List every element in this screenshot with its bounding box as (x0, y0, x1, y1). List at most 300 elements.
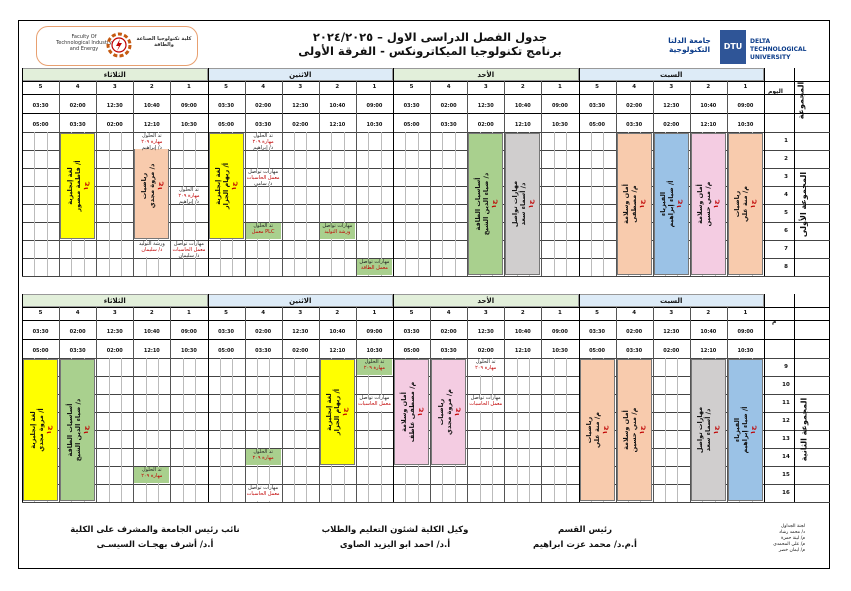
course-instructor: د/ ضياء الدين الشيخ (481, 172, 490, 236)
lab-line: د/ سليمان (178, 253, 200, 259)
g1-slot-number: 2 (520, 84, 525, 90)
g2-row-col-divider (794, 294, 795, 502)
lab-line: معمل الحاسبات (246, 491, 280, 497)
g1-row-col-divider (794, 68, 795, 276)
course-name: أمان وسلامة (399, 392, 408, 432)
g2-course-block[interactable] (23, 359, 58, 501)
g2-time-end: 03:30 (255, 348, 272, 354)
g2-slot-number: 2 (335, 310, 340, 316)
g1-slot-number: 3 (112, 84, 117, 90)
lab-line: ورشة التوليد (138, 241, 165, 247)
lab-line: معمل الحاسبات (357, 401, 391, 407)
course-room: ح١ (749, 199, 758, 209)
g1-time-start: 03:30 (589, 103, 605, 109)
g1-time-start: 10:40 (329, 103, 346, 109)
course-room: ح١ (341, 407, 350, 417)
g1-time-start: 03:30 (403, 103, 420, 109)
g1-time-end: 12:10 (514, 122, 531, 128)
g2-time-start: 03:30 (32, 329, 49, 335)
g1-slot-number: 4 (632, 84, 637, 90)
g1-cell-divider (566, 132, 567, 276)
dtu-mark: DTU (720, 30, 746, 64)
course-room: ح١ (638, 199, 647, 209)
g2-time-end: 03:30 (69, 348, 86, 354)
g1-course-block[interactable] (468, 133, 503, 275)
g1-time-start: 02:00 (69, 103, 86, 109)
g2-time-end: 12:10 (329, 348, 346, 354)
g1-course-label (66, 160, 90, 211)
g1-cell-divider (269, 132, 270, 276)
g2-course-label (400, 382, 424, 442)
g2-slot-number: 4 (75, 310, 80, 316)
g1-header-rule (22, 81, 830, 82)
g2-course-block[interactable] (394, 359, 429, 465)
g2-time-end: 03:30 (440, 348, 457, 354)
course-name: لغة إنجليزية (214, 167, 223, 205)
g1-cell-divider (603, 132, 604, 276)
g2-lab-session[interactable] (357, 395, 392, 411)
lab-line: مهارات تواصل (470, 395, 501, 401)
g2-lab-session[interactable] (357, 359, 392, 375)
g2-slot-number: 4 (632, 310, 637, 316)
g2-lab-session[interactable] (134, 467, 169, 483)
g1-time-end: 05:00 (32, 122, 49, 128)
g2-time-end: 10:30 (551, 348, 568, 354)
g2-course-label (696, 407, 720, 453)
g2-course-label (437, 389, 461, 435)
g2-cell-divider (220, 358, 221, 502)
g2-cell-divider (665, 358, 666, 502)
department-head-title: رئيس القسم (557, 525, 613, 535)
lab-line: تد الحلول (364, 359, 385, 365)
g1-time-end: 10:30 (551, 122, 568, 128)
g1-time-end: 03:30 (440, 122, 457, 128)
department-head-name: أ.م.د/ محمد عزت ابراهيم (533, 540, 637, 550)
g2-slot-number: 3 (112, 310, 117, 316)
course-room: ح١ (230, 181, 239, 191)
g1-cell-divider (405, 132, 406, 276)
g1-time-end: 05:00 (589, 122, 605, 128)
g1-row-rule (22, 276, 830, 277)
course-instructor: د/ أسماء سعد (518, 182, 527, 226)
lab-line: مهارة ٢٠٩ (252, 455, 274, 461)
g1-time-end: 10:30 (366, 122, 383, 128)
g2-time-start: 12:30 (292, 329, 309, 335)
g2-cell-divider (109, 358, 110, 502)
g2-time-end: 10:30 (180, 348, 197, 354)
g1-time-start: 02:00 (440, 103, 457, 109)
faculty-logo-ar: كلية تكنولوجيا الصناعة والطاقة (136, 36, 192, 48)
lab-line: د/ سليمان (141, 247, 163, 253)
g1-lab-session[interactable] (320, 223, 355, 239)
g2-row-number: 11 (782, 400, 790, 406)
course-room: ح١ (749, 425, 758, 435)
lab-line: مهارات تواصل (173, 241, 204, 247)
lab-line: مهارات تواصل (248, 169, 279, 175)
course-name: أمان وسلامة (622, 410, 631, 450)
course-name: لغة إنجليزية (325, 393, 334, 431)
g2-time-start: 12:30 (106, 329, 123, 335)
g2-time-start: 03:30 (589, 329, 605, 335)
g2-time-start: 02:00 (69, 329, 86, 335)
course-name: مهارات تواصل (696, 406, 705, 454)
g1-time-end: 02:00 (106, 122, 123, 128)
g2-cell-divider (294, 358, 295, 502)
g1-time-end: 05:00 (218, 122, 234, 128)
g2-course-block[interactable] (617, 359, 652, 501)
lab-line: د/ إبراهيم (141, 145, 162, 151)
lab-line: تد الحلول (253, 223, 273, 229)
g1-row-number: 4 (784, 192, 788, 198)
course-name: رياضيات (139, 172, 148, 200)
g2-row-number: 16 (782, 490, 790, 496)
g1-lab-session[interactable] (134, 133, 169, 149)
g2-slot-divider (282, 307, 283, 502)
course-instructor: أ/ ضياء إبراهيم (667, 180, 676, 228)
g2-course-label (325, 389, 349, 435)
g1-course-block[interactable] (654, 133, 689, 275)
g2-day-divider (764, 294, 765, 502)
g1-lab-session[interactable] (357, 259, 392, 275)
g2-time-start: 10:40 (143, 329, 160, 335)
g1-course-block[interactable] (617, 133, 652, 275)
gear-icon (105, 31, 133, 59)
g2-slot-number: 3 (298, 310, 303, 316)
g2-slot-number: 5 (409, 310, 414, 316)
g1-time-end: 12:10 (329, 122, 346, 128)
g1-course-label (474, 173, 498, 236)
course-room: ح١ (155, 181, 164, 191)
committee-line: م/ علي المحمدي (773, 542, 805, 547)
g2-time-end: 12:10 (700, 348, 717, 354)
g2-header-rule (22, 307, 830, 308)
g1-cell-divider (34, 132, 35, 276)
g1-slot-number: 4 (75, 84, 80, 90)
g1-course-block[interactable] (728, 133, 763, 275)
g2-time-start: 02:00 (626, 329, 643, 335)
course-instructor: د/ ضياء الدين الشيخ (73, 398, 82, 462)
g2-course-block[interactable] (431, 359, 466, 465)
g2-slot-number: 4 (446, 310, 451, 316)
g1-time-start: 02:00 (255, 103, 272, 109)
g1-cell-divider (331, 132, 332, 276)
g2-cell-divider (381, 358, 382, 502)
g2-day-header: الأحد (393, 294, 579, 307)
g2-course-block[interactable] (691, 359, 726, 501)
course-room: ح١ (601, 425, 610, 435)
course-name: رياضيات (436, 398, 445, 426)
g1-row-number: 3 (784, 174, 788, 180)
lab-line: مهارات تواصل (359, 395, 390, 401)
g1-course-block[interactable] (691, 133, 726, 275)
g2-slot-number: 1 (372, 310, 377, 316)
g2-slot-number: 2 (520, 310, 525, 316)
committee-line: م/ ايمان خضر (778, 548, 805, 553)
group-one-label: المجموعة الأولى (799, 171, 809, 238)
lab-line: مهارات تواصل (359, 259, 390, 265)
g2-slot-divider (653, 307, 654, 502)
g1-time-end: 02:00 (292, 122, 309, 128)
g1-course-block[interactable] (505, 133, 540, 275)
g1-slot-number: 5 (409, 84, 414, 90)
vice-dean-name: أ.د/ احمد ابو اليزيد الصاوى (339, 540, 451, 550)
g2-day-divider (208, 294, 209, 502)
g2-course-label (29, 408, 53, 452)
g1-course-block[interactable] (60, 133, 95, 239)
g1-slot-number: 5 (595, 84, 599, 90)
g1-time-start: 03:30 (218, 103, 234, 109)
g2-time-start: 09:00 (180, 329, 197, 335)
course-instructor: م/ منة علي (741, 186, 750, 222)
program-title: برنامج تكنولوجيا الميكاترونكس - الفرقة الأولى (298, 44, 562, 58)
g2-slot-divider (96, 307, 97, 502)
course-room: ح١ (452, 407, 461, 417)
g1-day-header: الأحد (393, 68, 579, 81)
g1-slot-number: 3 (483, 84, 488, 90)
g2-lab-session[interactable] (246, 485, 281, 501)
university-name-ar: جامعة الدلتا التكنولوجية (668, 36, 711, 54)
g1-lab-session[interactable] (246, 169, 281, 185)
g2-slot-number: 2 (149, 310, 154, 316)
university-name-en: DELTA TECHNOLOGICAL UNIVERSITY (750, 38, 807, 61)
schedule-committee (715, 524, 805, 554)
g1-slot-number: 5 (224, 84, 228, 90)
g1-cell-divider (591, 132, 592, 276)
lab-line: معمل PLC (251, 229, 275, 235)
lab-line: ورشة التوليد (324, 229, 351, 235)
g2-cell-divider (566, 358, 567, 502)
g1-day-header: السبت (579, 68, 765, 81)
g1-row-number: 8 (784, 264, 788, 270)
g2-slot-number: 5 (595, 310, 599, 316)
g2-row-number: 9 (784, 364, 788, 370)
g2-cell-divider (492, 358, 493, 502)
g2-row-number: 13 (782, 436, 790, 442)
g1-time-start: 10:40 (514, 103, 531, 109)
course-room: ح١ (526, 199, 535, 209)
g1-time-start: 09:00 (180, 103, 197, 109)
committee-line: م/ لينة حمزة (781, 536, 805, 541)
g2-cell-divider (121, 358, 122, 502)
g1-course-label (511, 181, 535, 227)
g2-slot-number: 2 (706, 310, 711, 316)
g2-cell-divider (232, 358, 233, 502)
g1-lab-session[interactable] (134, 241, 169, 257)
g1-cell-divider (455, 132, 456, 276)
g2-lab-session[interactable] (246, 449, 281, 465)
course-name: مهارات تواصل (510, 180, 519, 228)
course-instructor: أ/ ريهام الجزار (222, 162, 231, 210)
g1-cell-divider (257, 132, 258, 276)
g1-slot-number: 2 (335, 84, 340, 90)
g1-time-end: 05:00 (403, 122, 420, 128)
g2-time-end: 10:30 (366, 348, 383, 354)
g1-day-divider (22, 68, 23, 276)
g2-time-start: 10:40 (329, 329, 346, 335)
g2-slot-number: 4 (261, 310, 266, 316)
course-instructor: م/ مصطفى عاطف (407, 381, 416, 443)
g2-day-header: الثلاثاء (22, 294, 208, 307)
g1-time-start: 12:30 (663, 103, 680, 109)
g1-day-header: الثلاثاء (22, 68, 208, 81)
g1-time-end: 02:00 (663, 122, 680, 128)
course-instructor: أ/ ضياء إبراهيم (741, 406, 750, 454)
lab-line: د/ سامي (254, 181, 273, 187)
faculty-logo (36, 26, 198, 66)
g1-day-divider (764, 68, 765, 276)
g2-row-number: 12 (782, 418, 790, 424)
g2-time-start: 09:00 (366, 329, 383, 335)
g1-slot-number: 1 (372, 84, 377, 90)
g2-time-end: 05:00 (32, 348, 49, 354)
g1-row-number: 6 (784, 228, 788, 234)
g1-lab-session[interactable] (246, 133, 281, 149)
lab-line: تد الحلول (142, 467, 162, 473)
g2-time-end: 02:00 (106, 348, 123, 354)
g1-slot-number: 3 (298, 84, 303, 90)
g2-course-block[interactable] (728, 359, 763, 501)
g2-cell-divider (257, 358, 258, 502)
g2-row-number: 14 (782, 454, 790, 460)
g2-cell-divider (306, 358, 307, 502)
g1-slot-divider (96, 81, 97, 276)
g1-cell-divider (381, 132, 382, 276)
g1-time-start: 12:30 (106, 103, 123, 109)
g1-time-start: 09:00 (366, 103, 383, 109)
g2-course-block[interactable] (320, 359, 355, 465)
g1-slot-number: 4 (446, 84, 451, 90)
lab-line: تد الحلول (475, 359, 496, 365)
lab-line: تد الحلول (179, 187, 199, 193)
g2-slot-number: 1 (743, 310, 748, 316)
course-room: ح١ (81, 181, 90, 191)
g2-slot-divider (504, 307, 505, 502)
g1-header-rule (22, 94, 830, 95)
g1-time-start: 10:40 (700, 103, 717, 109)
g2-course-block[interactable] (580, 359, 615, 501)
course-name: لغة إنجليزية (28, 411, 37, 449)
g1-time-end: 02:00 (477, 122, 494, 128)
g2-cell-divider (195, 358, 196, 502)
group-two-label: المجموعة الثانية (799, 397, 809, 462)
course-room: ح١ (81, 425, 90, 435)
g1-course-label (622, 184, 646, 224)
g2-time-end: 02:00 (663, 348, 680, 354)
g2-row-number: 10 (782, 382, 790, 388)
g1-slot-number: 2 (149, 84, 154, 90)
g1-day-divider (393, 68, 394, 276)
course-name: أساسيات الطاقة (473, 177, 482, 231)
g1-row-number: 1 (784, 138, 788, 144)
g1-lab-session[interactable] (171, 187, 206, 203)
g2-course-block[interactable] (60, 359, 95, 501)
g2-day-header: السبت (579, 294, 765, 307)
course-instructor: أ/ مروة مجدي (36, 408, 45, 452)
g2-row-rule (22, 502, 830, 503)
g2-cell-divider (677, 358, 678, 502)
g1-lab-session[interactable] (171, 241, 206, 257)
g2-slot-divider (541, 307, 542, 502)
course-name: الفيزياء (659, 191, 668, 217)
course-room: ح١ (712, 199, 721, 209)
g2-slot-number: 5 (38, 310, 43, 316)
course-instructor: م/ مصطفى (630, 185, 639, 223)
g1-slot-number: 1 (558, 84, 562, 90)
lab-line: معمل الطاقة (360, 265, 388, 271)
g1-cell-divider (344, 132, 345, 276)
lab-line: مهارات تواصل (248, 485, 279, 491)
lab-line: معمل الحاسبات (172, 247, 206, 253)
g1-lab-session[interactable] (246, 223, 281, 239)
lab-line: د/ إبراهيم (253, 145, 274, 151)
g1-time-start: 09:00 (737, 103, 754, 109)
group-column-header: المجموعة (796, 81, 806, 120)
g1-slot-number: 3 (669, 84, 674, 90)
g1-slot-divider (356, 81, 357, 276)
g1-cell-divider (368, 132, 369, 276)
g1-slot-number: 1 (187, 84, 191, 90)
g2-cell-divider (480, 358, 481, 502)
lab-line: معمل الحاسبات (246, 175, 280, 181)
g1-cell-divider (442, 132, 443, 276)
course-room: ح١ (675, 199, 684, 209)
g1-slot-divider (319, 81, 320, 276)
g1-slot-number: 5 (38, 84, 43, 90)
g2-time-start: 03:30 (403, 329, 420, 335)
vice-president-name: أ.د/ أشرف بهجـات السيسـى (96, 540, 214, 550)
g2-lab-session[interactable] (468, 359, 503, 375)
day-corner-label: اليوم (768, 88, 783, 95)
g1-day-header: الاثنين (208, 68, 394, 81)
g1-course-label (659, 180, 683, 227)
g2-lab-session[interactable] (468, 395, 503, 411)
course-instructor: م/ منة علي (593, 412, 602, 448)
g1-time-end: 03:30 (255, 122, 272, 128)
course-room: ح١ (638, 425, 647, 435)
faculty-logo-en: Faculty Of Technological Industry and Energy (56, 34, 112, 52)
g2-cell-divider (517, 358, 518, 502)
course-instructor: م/ مني حسين (630, 407, 639, 453)
g1-course-label (696, 182, 720, 227)
lab-line: مهارات تواصل (322, 223, 353, 229)
g1-slot-number: 1 (743, 84, 748, 90)
course-name: الفيزياء (733, 417, 742, 443)
vice-dean-title: وكيل الكلية لشئون التعليم والطلاب (321, 525, 469, 535)
lab-line: مهارة ٢٠٩ (363, 365, 386, 371)
lab-line: مهارة ٢٠٩ (475, 365, 497, 371)
g1-time-end: 03:30 (626, 122, 643, 128)
g2-slot-number: 3 (669, 310, 674, 316)
course-instructor: أ/ فاطمة منصور (73, 160, 82, 212)
g2-cell-divider (529, 358, 530, 502)
g1-course-block[interactable] (209, 133, 244, 239)
g2-header-rule (22, 339, 830, 340)
g1-time-start: 09:00 (551, 103, 568, 109)
g1-time-start: 03:30 (32, 103, 49, 109)
g1-time-end: 12:10 (143, 122, 160, 128)
g1-slot-number: 4 (261, 84, 266, 90)
g2-time-end: 02:00 (477, 348, 494, 354)
course-room: ح١ (712, 425, 721, 435)
g2-cell-divider (269, 358, 270, 502)
vice-president-title: نائب رئيس الجامعة والمشرف على الكلية (70, 525, 240, 535)
g1-row-number: 7 (784, 246, 788, 252)
g2-slot-divider (245, 307, 246, 502)
lab-line: مهارة ٢٠٩ (141, 139, 163, 145)
lab-line: تد الحلول (142, 133, 162, 139)
g1-cell-divider (121, 132, 122, 276)
g2-time-end: 05:00 (403, 348, 420, 354)
